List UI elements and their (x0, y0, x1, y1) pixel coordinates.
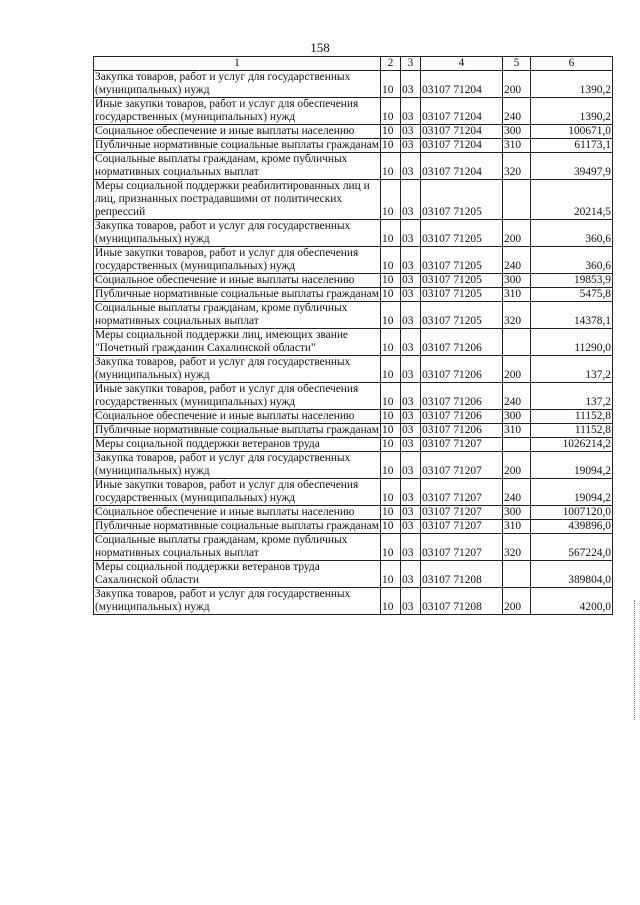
cell-expense-type: 320 (503, 534, 531, 561)
cell-name: Закупка товаров, работ и услуг для государственных (муниципальных) нужд (94, 452, 381, 479)
cell-subsection: 03 (401, 561, 421, 588)
cell-name: Социальные выплаты гражданам, кроме публичных нормативных социальных выплат (94, 302, 381, 329)
table-row (94, 71, 613, 98)
cell-target-article: 03107 71204 (421, 139, 503, 153)
cell-expense-type: 320 (503, 153, 531, 180)
table-row (94, 288, 613, 302)
cell-section: 10 (381, 520, 401, 534)
cell-amount: 11290,0 (531, 329, 613, 356)
cell-name: Меры социальной поддержки реабилитированных лиц и лиц, признанных пострадавшими от политических репрессий (94, 180, 381, 220)
cell-amount: 439896,0 (531, 520, 613, 534)
cell-section: 10 (381, 220, 401, 247)
table-row (94, 534, 613, 561)
cell-target-article: 03107 71205 (421, 180, 503, 220)
cell-section: 10 (381, 329, 401, 356)
cell-section: 10 (381, 125, 401, 139)
cell-amount: 19094,2 (531, 452, 613, 479)
cell-name: Закупка товаров, работ и услуг для государственных (муниципальных) нужд (94, 220, 381, 247)
scan-edge-mark (634, 600, 638, 720)
table-row (94, 180, 613, 220)
cell-amount: 1026214,2 (531, 438, 613, 452)
cell-section: 10 (381, 452, 401, 479)
table-row (94, 98, 613, 125)
cell-amount: 14378,1 (531, 302, 613, 329)
cell-name: Иные закупки товаров, работ и услуг для обеспечения государственных (муниципальных) нужд (94, 98, 381, 125)
column-header-section: 2 (381, 57, 401, 71)
cell-target-article: 03107 71205 (421, 274, 503, 288)
cell-section: 10 (381, 424, 401, 438)
cell-name: Закупка товаров, работ и услуг для государственных (муниципальных) нужд (94, 588, 381, 615)
cell-name: Социальное обеспечение и иные выплаты населению (94, 125, 381, 139)
cell-section: 10 (381, 247, 401, 274)
table-row (94, 561, 613, 588)
cell-name: Закупка товаров, работ и услуг для государственных (муниципальных) нужд (94, 71, 381, 98)
cell-expense-type: 300 (503, 410, 531, 424)
cell-expense-type: 320 (503, 302, 531, 329)
cell-name: Социальное обеспечение и иные выплаты населению (94, 274, 381, 288)
cell-subsection: 03 (401, 180, 421, 220)
cell-target-article: 03107 71207 (421, 479, 503, 506)
cell-expense-type: 300 (503, 274, 531, 288)
cell-section: 10 (381, 588, 401, 615)
cell-target-article: 03107 71206 (421, 383, 503, 410)
cell-subsection: 03 (401, 139, 421, 153)
cell-amount: 19094,2 (531, 479, 613, 506)
cell-subsection: 03 (401, 588, 421, 615)
cell-section: 10 (381, 561, 401, 588)
cell-name: Публичные нормативные социальные выплаты гражданам (95, 288, 379, 300)
cell-target-article: 03107 71206 (421, 410, 503, 424)
cell-subsection: 03 (401, 98, 421, 125)
column-header-expense-type: 5 (503, 57, 531, 71)
table-body (94, 71, 613, 615)
table-row (94, 139, 613, 153)
cell-subsection: 03 (401, 520, 421, 534)
cell-amount: 61173,1 (531, 139, 613, 153)
cell-subsection: 03 (401, 479, 421, 506)
cell-expense-type: 300 (503, 506, 531, 520)
cell-section: 10 (381, 153, 401, 180)
cell-target-article: 03107 71205 (421, 302, 503, 329)
cell-name: Меры социальной поддержки лиц, имеющих звание "Почетный гражданин Сахалинской области" (94, 329, 381, 356)
cell-amount: 360,6 (531, 220, 613, 247)
table-row (94, 329, 613, 356)
cell-section: 10 (381, 410, 401, 424)
cell-name: Публичные нормативные социальные выплаты гражданам (95, 520, 379, 532)
cell-target-article: 03107 71206 (421, 424, 503, 438)
cell-section: 10 (381, 302, 401, 329)
cell-target-article: 03107 71204 (421, 153, 503, 180)
table-row (94, 302, 613, 329)
table-row (94, 452, 613, 479)
cell-amount: 137,2 (531, 356, 613, 383)
table-row (94, 410, 613, 424)
table-row (94, 274, 613, 288)
cell-amount: 5475,8 (531, 288, 613, 302)
table-row (94, 588, 613, 615)
cell-name: Социальные выплаты гражданам, кроме публичных нормативных социальных выплат (94, 534, 381, 561)
budget-table (93, 56, 613, 615)
cell-section: 10 (381, 356, 401, 383)
cell-amount: 19853,9 (531, 274, 613, 288)
cell-subsection: 03 (401, 125, 421, 139)
cell-subsection: 03 (401, 302, 421, 329)
cell-expense-type: 310 (503, 139, 531, 153)
cell-amount: 20214,5 (531, 180, 613, 220)
cell-expense-type: 240 (503, 479, 531, 506)
table-row (94, 247, 613, 274)
column-header-amount: 6 (531, 57, 613, 71)
cell-target-article: 03107 71207 (421, 534, 503, 561)
cell-target-article: 03107 71207 (421, 438, 503, 452)
cell-name: Меры социальной поддержки ветеранов труда (94, 438, 381, 452)
cell-name: Социальное обеспечение и иные выплаты населению (94, 410, 381, 424)
cell-expense-type: 240 (503, 98, 531, 125)
table-header-row (94, 57, 613, 71)
cell-subsection: 03 (401, 153, 421, 180)
cell-target-article: 03107 71206 (421, 329, 503, 356)
cell-section: 10 (381, 383, 401, 410)
cell-target-article: 03107 71207 (421, 506, 503, 520)
cell-target-article: 03107 71208 (421, 588, 503, 615)
cell-amount: 567224,0 (531, 534, 613, 561)
cell-subsection: 03 (401, 71, 421, 98)
cell-target-article: 03107 71207 (421, 452, 503, 479)
cell-name: Публичные нормативные социальные выплаты гражданам (95, 424, 379, 436)
table-row (94, 125, 613, 139)
cell-amount: 1390,2 (531, 71, 613, 98)
cell-amount: 100671,0 (531, 125, 613, 139)
cell-section: 10 (381, 479, 401, 506)
cell-section: 10 (381, 139, 401, 153)
column-header-target-article: 4 (421, 57, 503, 71)
cell-target-article: 03107 71204 (421, 125, 503, 139)
cell-expense-type: 300 (503, 125, 531, 139)
cell-name: Социальные выплаты гражданам, кроме публичных нормативных социальных выплат (94, 153, 381, 180)
cell-name: Меры социальной поддержки ветеранов труда Сахалинской области (94, 561, 381, 588)
cell-target-article: 03107 71205 (421, 247, 503, 274)
page-number: 158 (310, 40, 330, 55)
cell-subsection: 03 (401, 410, 421, 424)
cell-amount: 11152,8 (531, 424, 613, 438)
table-row (94, 153, 613, 180)
cell-amount: 11152,8 (531, 410, 613, 424)
table-row (94, 438, 613, 452)
cell-subsection: 03 (401, 383, 421, 410)
cell-target-article: 03107 71204 (421, 98, 503, 125)
cell-subsection: 03 (401, 424, 421, 438)
cell-name: Иные закупки товаров, работ и услуг для обеспечения государственных (муниципальных) нужд (94, 247, 381, 274)
cell-subsection: 03 (401, 452, 421, 479)
cell-section: 10 (381, 180, 401, 220)
cell-amount: 360,6 (531, 247, 613, 274)
column-header-name: 1 (94, 57, 381, 71)
cell-amount: 1390,2 (531, 98, 613, 125)
cell-subsection: 03 (401, 220, 421, 247)
cell-subsection: 03 (401, 247, 421, 274)
cell-section: 10 (381, 506, 401, 520)
table-row (94, 506, 613, 520)
cell-amount: 4200,0 (531, 588, 613, 615)
cell-target-article: 03107 71206 (421, 356, 503, 383)
cell-amount: 137,2 (531, 383, 613, 410)
cell-name: Публичные нормативные социальные выплаты гражданам (95, 139, 379, 151)
cell-expense-type: 200 (503, 452, 531, 479)
cell-expense-type (503, 180, 531, 220)
cell-subsection: 03 (401, 288, 421, 302)
cell-expense-type (503, 561, 531, 588)
cell-subsection: 03 (401, 356, 421, 383)
table-row (94, 356, 613, 383)
cell-target-article: 03107 71205 (421, 220, 503, 247)
cell-expense-type: 200 (503, 220, 531, 247)
cell-expense-type: 240 (503, 383, 531, 410)
cell-subsection: 03 (401, 534, 421, 561)
cell-expense-type (503, 438, 531, 452)
cell-amount: 1007120,0 (531, 506, 613, 520)
cell-subsection: 03 (401, 506, 421, 520)
cell-name: Социальное обеспечение и иные выплаты населению (94, 506, 381, 520)
cell-expense-type: 310 (503, 424, 531, 438)
cell-expense-type: 310 (503, 520, 531, 534)
table-row (94, 220, 613, 247)
cell-section: 10 (381, 438, 401, 452)
cell-expense-type (503, 329, 531, 356)
cell-target-article: 03107 71204 (421, 71, 503, 98)
cell-section: 10 (381, 71, 401, 98)
cell-name: Закупка товаров, работ и услуг для государственных (муниципальных) нужд (94, 356, 381, 383)
cell-subsection: 03 (401, 274, 421, 288)
cell-expense-type: 200 (503, 71, 531, 98)
cell-amount: 389804,0 (531, 561, 613, 588)
cell-section: 10 (381, 274, 401, 288)
table-row (94, 520, 613, 534)
cell-subsection: 03 (401, 438, 421, 452)
cell-expense-type: 200 (503, 588, 531, 615)
cell-name: Иные закупки товаров, работ и услуг для обеспечения государственных (муниципальных) нужд (94, 479, 381, 506)
cell-target-article: 03107 71205 (421, 288, 503, 302)
column-header-subsection: 3 (401, 57, 421, 71)
table-row (94, 383, 613, 410)
cell-amount: 39497,9 (531, 153, 613, 180)
cell-expense-type: 310 (503, 288, 531, 302)
cell-section: 10 (381, 98, 401, 125)
cell-section: 10 (381, 288, 401, 302)
cell-target-article: 03107 71207 (421, 520, 503, 534)
cell-subsection: 03 (401, 329, 421, 356)
cell-section: 10 (381, 534, 401, 561)
table-row (94, 424, 613, 438)
cell-expense-type: 200 (503, 356, 531, 383)
cell-name: Иные закупки товаров, работ и услуг для обеспечения государственных (муниципальных) нужд (94, 383, 381, 410)
cell-target-article: 03107 71208 (421, 561, 503, 588)
cell-expense-type: 240 (503, 247, 531, 274)
table-row (94, 479, 613, 506)
